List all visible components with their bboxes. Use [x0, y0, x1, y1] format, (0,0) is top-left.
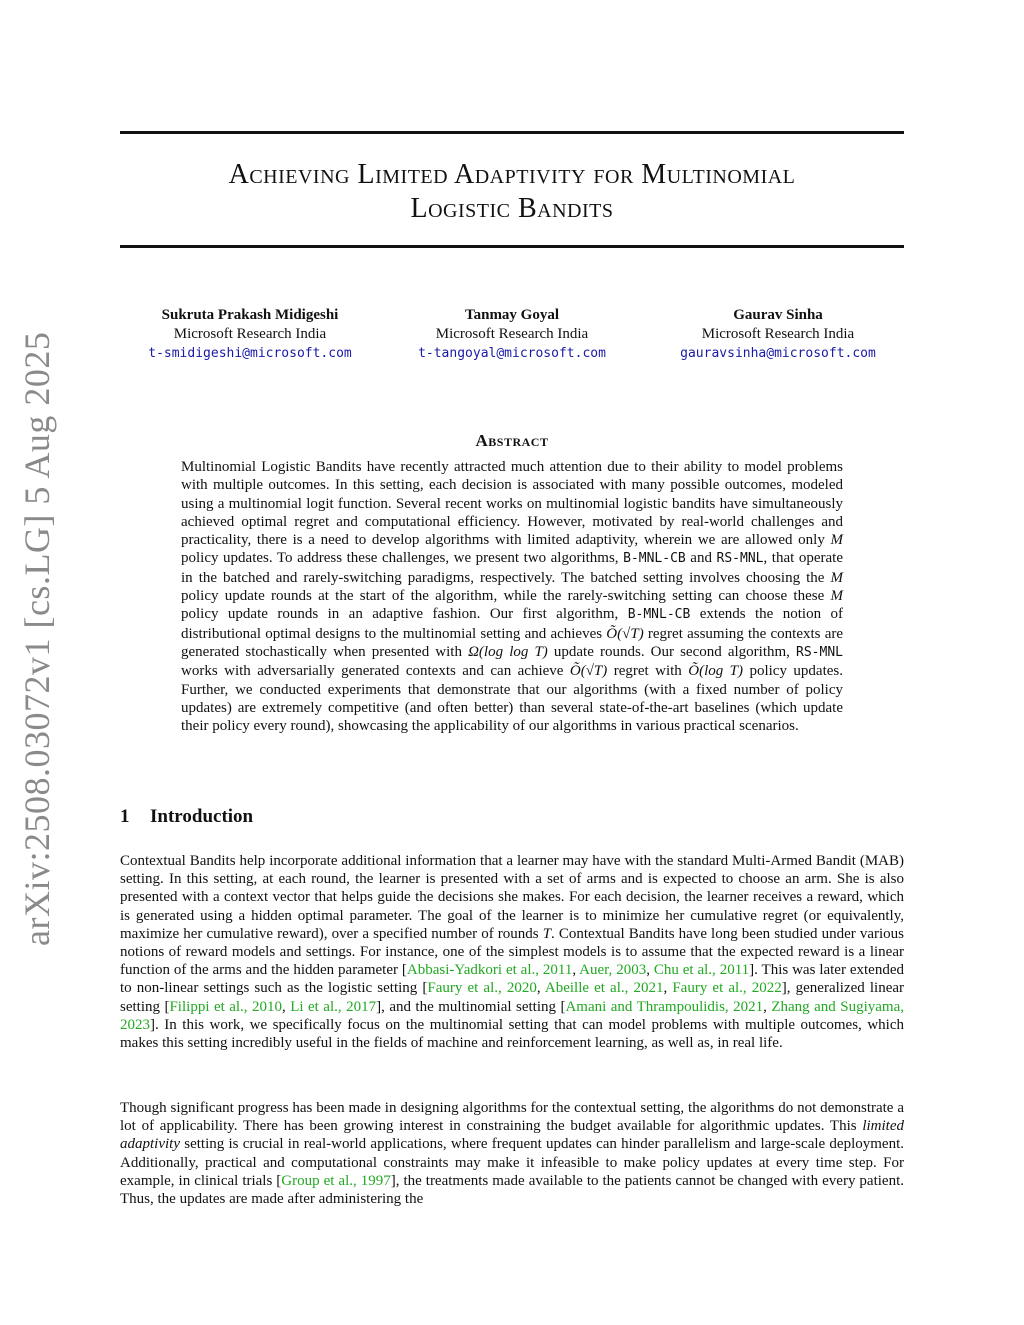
- abstract-text: , that operate in the batched and rarely-switching paradigms, respectively. The batched setting involves choosing the: [181, 550, 843, 586]
- author-name: Gaurav Sinha: [733, 307, 823, 323]
- math-expression: Õ(log T): [688, 663, 744, 680]
- paragraph-text: . Contextual Bandits have long been studied under various notions of reward models and settings. For instance, one of the simplest models is to assume that the expected reward is a linear function of the arms and the hidden parameter [: [120, 925, 904, 979]
- separator: ,: [663, 980, 673, 997]
- math-symbol: T: [542, 925, 552, 942]
- abstract-text: extends the notion of distributional optimal designs to the multinomial setting and achieves: [181, 606, 843, 642]
- citation-link[interactable]: Faury et al., 2020: [427, 980, 537, 997]
- emphasis-text: limited adaptivity: [120, 1118, 904, 1153]
- section-heading: [120, 806, 253, 828]
- author-affiliation: Microsoft Research India: [701, 326, 855, 342]
- intro-paragraph-1: [120, 852, 904, 1052]
- math-symbol: M: [830, 569, 843, 586]
- title-line-1: Achieving Limited Adaptivity for Multinomial: [228, 159, 796, 190]
- algorithm-name: B-MNL-CB: [627, 607, 691, 623]
- abstract-body: [181, 458, 843, 735]
- citation-link[interactable]: Filippi et al., 2010: [169, 998, 283, 1015]
- citation-link[interactable]: Group et al., 1997: [281, 1172, 391, 1189]
- algorithm-name: RS-MNL: [796, 644, 843, 660]
- abstract-text: works with adversarially generated contexts and can achieve: [181, 663, 570, 680]
- paragraph-text: Contextual Bandits help incorporate additional information that a learner may have with the standard Multi-Armed Bandit (MAB) setting. In this setting, at each round, the learner is presented with a set of arms and is expected to choose an arm. She is also presented with a context vector that helps guide the decisions she makes. For each decision, the learner receives a reward, which is generated using a hidden optimal parameter. The goal of the learner is to minimize her cumulative regret (or equivalently, maximize her cumulative reward), over a specified number of rounds: [120, 853, 904, 942]
- abstract-text: update rounds. Our second algorithm,: [547, 643, 797, 660]
- math-symbol: M: [830, 588, 843, 605]
- math-expression: Õ(√T): [606, 625, 644, 642]
- abstract-text: and: [685, 550, 717, 567]
- separator: ,: [763, 998, 772, 1015]
- title-top-rule: [120, 131, 904, 134]
- author-name: Tanmay Goyal: [464, 307, 560, 323]
- paragraph-text: ]. In this work, we specifically focus on the multinomial setting that can model problems with multiple outcomes, which makes this setting incredibly useful in the fields of machine and reinforcement learning, as well as, in real life.: [120, 1016, 904, 1052]
- intro-paragraph-2: [120, 1099, 904, 1208]
- separator: ,: [282, 998, 291, 1015]
- paragraph-text: ]. This was later extended to non-linear settings such as the logistic setting [: [120, 962, 904, 997]
- math-expression: Õ(√T): [569, 663, 608, 680]
- section-number: 1: [120, 806, 130, 827]
- separator: ,: [536, 980, 545, 997]
- paragraph-text: ], and the multinomial setting [: [376, 998, 566, 1015]
- abstract-text: policy updates. To address these challenges, we present two algorithms,: [181, 550, 624, 567]
- section-title: Introduction: [150, 806, 254, 827]
- abstract-text: Multinomial Logistic Bandits have recently attracted much attention due to their ability to model problems with multiple outcomes. In this setting, each decision is associated with many possible outcomes, modeled using a multinomial logit function. Several recent works on multinomial logistic bandits have simultaneously achieved optimal regret and computational efficiency. However, motivated by real-world challenges and practicality, there is a need to develop algorithms with limited adaptivity, wherein we are allowed only: [181, 459, 843, 549]
- abstract-text: policy update rounds in an adaptive fashion. Our first algorithm,: [181, 606, 628, 623]
- paragraph-text: Though significant progress has been made in designing algorithms for the contextual setting, the algorithms do not demonstrate a lot of applicability. There has been growing interest in constraining the budget available for algorithmic updates. This: [120, 1100, 904, 1135]
- separator: ,: [646, 962, 654, 979]
- algorithm-name: RS-MNL: [716, 551, 764, 567]
- citation-link[interactable]: Abbasi-Yadkori et al., 2011: [406, 962, 573, 979]
- algorithm-name: B-MNL-CB: [623, 551, 686, 567]
- author-name: Sukruta Prakash Midigeshi: [161, 307, 339, 323]
- paper-title: [120, 158, 904, 226]
- author-email-link[interactable]: t-tangoyal@microsoft.com: [418, 346, 606, 361]
- author-email-link[interactable]: t-smidigeshi@microsoft.com: [148, 346, 352, 361]
- author-email-link[interactable]: gauravsinha@microsoft.com: [680, 346, 876, 361]
- author-2: [382, 306, 642, 363]
- author-affiliation: Microsoft Research India: [173, 326, 327, 342]
- paragraph-text: ], the treatments made available to the patients cannot be changed with every patient. Thus, the updates are made after administering the: [120, 1172, 904, 1208]
- author-affiliation: Microsoft Research India: [435, 326, 589, 342]
- citation-link[interactable]: Faury et al., 2022: [672, 980, 782, 997]
- citation-link[interactable]: Amani and Thrampoulidis, 2021: [565, 998, 764, 1015]
- author-3: [648, 306, 908, 363]
- math-symbol: M: [830, 532, 843, 549]
- paragraph-text: ], generalized linear setting [: [120, 980, 905, 1015]
- citation-link[interactable]: Li et al., 2017: [290, 998, 377, 1015]
- abstract-text: policy update rounds at the start of the algorithm, while the rarely-switching setting can choose these: [181, 588, 831, 605]
- author-1: [120, 306, 380, 363]
- citation-link[interactable]: Zhang and Sugiyama, 2023: [120, 998, 905, 1033]
- citation-link[interactable]: Abeille et al., 2021: [544, 980, 664, 997]
- paragraph-text: setting is crucial in real-world applications, where frequent updates can hinder parallelism and large-scale deployment. Additionally, practical and computational constraints may make it infeasible to make policy updates at every time step. For example, in clinical trials [: [120, 1136, 904, 1189]
- arxiv-stamp: arXiv:2508.03072v1 [cs.LG] 5 Aug 2025: [17, 331, 57, 946]
- title-bottom-rule: [120, 245, 904, 248]
- title-line-2: Logistic Bandits: [410, 193, 614, 224]
- separator: ,: [572, 962, 580, 979]
- math-expression: Ω(log log T): [468, 643, 548, 660]
- abstract-heading: Abstract: [475, 431, 549, 450]
- citation-link[interactable]: Auer, 2003: [579, 962, 647, 979]
- abstract-text: regret assuming the contexts are generated stochastically when presented with: [181, 625, 843, 660]
- abstract-text: policy updates. Further, we conducted experiments that demonstrate that our algorithms (with a fixed number of policy updates) are extremely competitive (and often better) than several state-of-the-art baselines (which update their policy every round), showcasing the applicability of our algorithms in various practical scenarios.: [181, 663, 843, 735]
- abstract-text: regret with: [607, 663, 689, 680]
- citation-link[interactable]: Chu et al., 2011: [653, 962, 750, 979]
